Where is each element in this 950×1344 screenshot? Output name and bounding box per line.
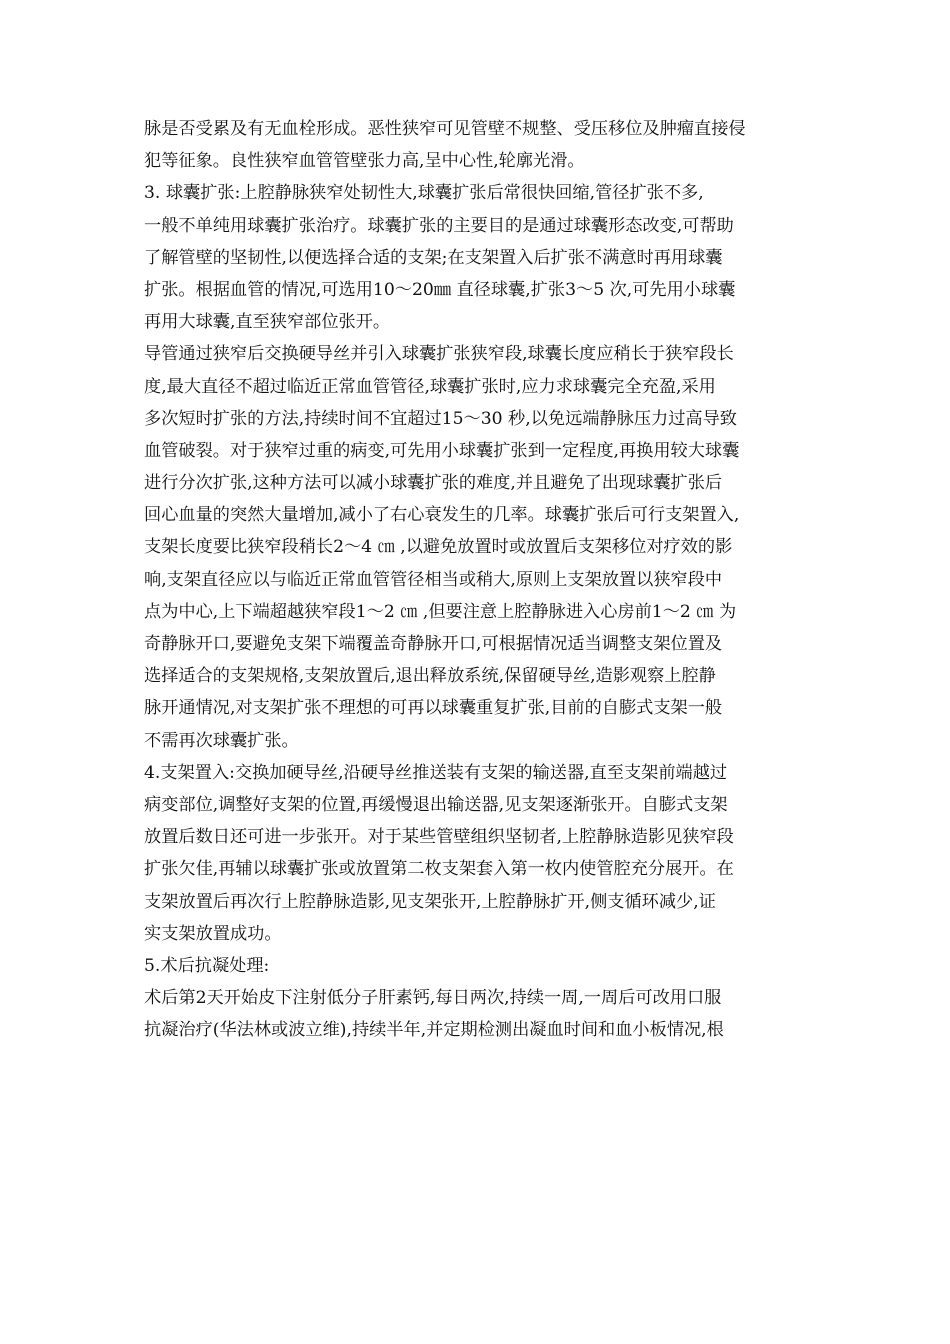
text-line-19: 脉开通情况,对支架扩张不理想的可再以球囊重复扩张,目前的自膨式支架一般 bbox=[144, 698, 723, 719]
text-line-3: 3. 球囊扩张:上腔静脉狭窄处韧性大,球囊扩张后常很快回缩,管径扩张不多, bbox=[144, 183, 704, 204]
text-line-11: 血管破裂。对于狭窄过重的病变,可先用小球囊扩张到一定程度,再换用较大球囊 bbox=[144, 440, 740, 461]
text-line-1: 脉是否受累及有无血栓形成。恶性狭窄可见管壁不规整、受压移位及肿瘤直接侵 bbox=[144, 119, 746, 139]
text-line-18: 选择适合的支架规格,支架放置后,退出释放系统,保留硬导丝,造影观察上腔静 bbox=[144, 666, 716, 687]
text-line-2: 犯等征象。良性狭窄血管管壁张力高,呈中心性,轮廓光滑。 bbox=[144, 151, 585, 172]
text-line-29: 抗凝治疗(华法林或波立维),持续半年,并定期检测出凝血时间和血小板情况,根 bbox=[144, 1020, 724, 1041]
text-line-4: 一般不单纯用球囊扩张治疗。球囊扩张的主要目的是通过球囊形态改变,可帮助 bbox=[144, 215, 734, 236]
text-line-14: 支架长度要比狭窄段稍长2～4 ㎝ ,以避免放置时或放置后支架移位对疗效的影 bbox=[144, 537, 733, 558]
text-line-7: 再用大球囊,直至狭窄部位张开。 bbox=[144, 312, 391, 333]
text-line-10: 多次短时扩张的方法,持续时间不宜超过15～30 秒,以免远端静脉压力过高导致 bbox=[144, 408, 737, 429]
document-page bbox=[144, 113, 812, 1046]
text-line-5: 了解管壁的坚韧性,以便选择合适的支架;在支架置入后扩张不满意时再用球囊 bbox=[144, 247, 723, 268]
text-line-27: 5.术后抗凝处理: bbox=[144, 955, 270, 976]
text-line-23: 放置后数日还可进一步张开。对于某些管壁组织坚韧者,上腔静脉造影见狭窄段 bbox=[144, 827, 734, 848]
text-line-17: 奇静脉开口,要避免支架下端覆盖奇静脉开口,可根据情况适当调整支架位置及 bbox=[144, 634, 723, 654]
text-line-28: 术后第2天开始皮下注射低分子肝素钙,每日两次,持续一周,一周后可改用口服 bbox=[144, 988, 722, 1009]
text-line-8: 导管通过狭窄后交换硬导丝并引入球囊扩张狭窄段,球囊长度应稍长于狭窄段长 bbox=[144, 344, 734, 365]
text-line-21: 4.支架置入:交换加硬导丝,沿硬导丝推送装有支架的输送器,直至支架前端越过 bbox=[144, 762, 728, 783]
text-line-24: 扩张欠佳,再辅以球囊扩张或放置第二枚支架套入第一枚内使管腔充分展开。在 bbox=[144, 859, 734, 880]
text-line-15: 响,支架直径应以与临近正常血管管径相当或稍大,原则上支架放置以狭窄段中 bbox=[144, 569, 723, 590]
text-line-12: 进行分次扩张,这种方法可以减小球囊扩张的难度,并且避免了出现球囊扩张后 bbox=[144, 473, 723, 494]
text-line-13: 回心血量的突然大量增加,减小了右心衰发生的几率。球囊扩张后可行支架置入, bbox=[144, 505, 740, 526]
text-line-22: 病变部位,调整好支架的位置,再缓慢退出输送器,见支架逐渐张开。自膨式支架 bbox=[144, 794, 728, 815]
text-line-16: 点为中心,上下端超越狭窄段1～2 ㎝ ,但要注意上腔静脉进入心房前1～2 ㎝ 为 bbox=[144, 601, 737, 622]
text-line-20: 不需再次球囊扩张。 bbox=[144, 730, 299, 751]
text-line-9: 度,最大直径不超过临近正常血管管径,球囊扩张时,应力求球囊完全充盈,采用 bbox=[144, 376, 716, 397]
text-line-6: 扩张。根据血管的情况,可选用10～20㎜ 直径球囊,扩张3～5 次,可先用小球囊 bbox=[144, 279, 736, 300]
text-line-26: 实支架放置成功。 bbox=[144, 923, 282, 944]
text-line-25: 支架放置后再次行上腔静脉造影,见支架张开,上腔静脉扩开,侧支循环减少,证 bbox=[144, 891, 716, 912]
